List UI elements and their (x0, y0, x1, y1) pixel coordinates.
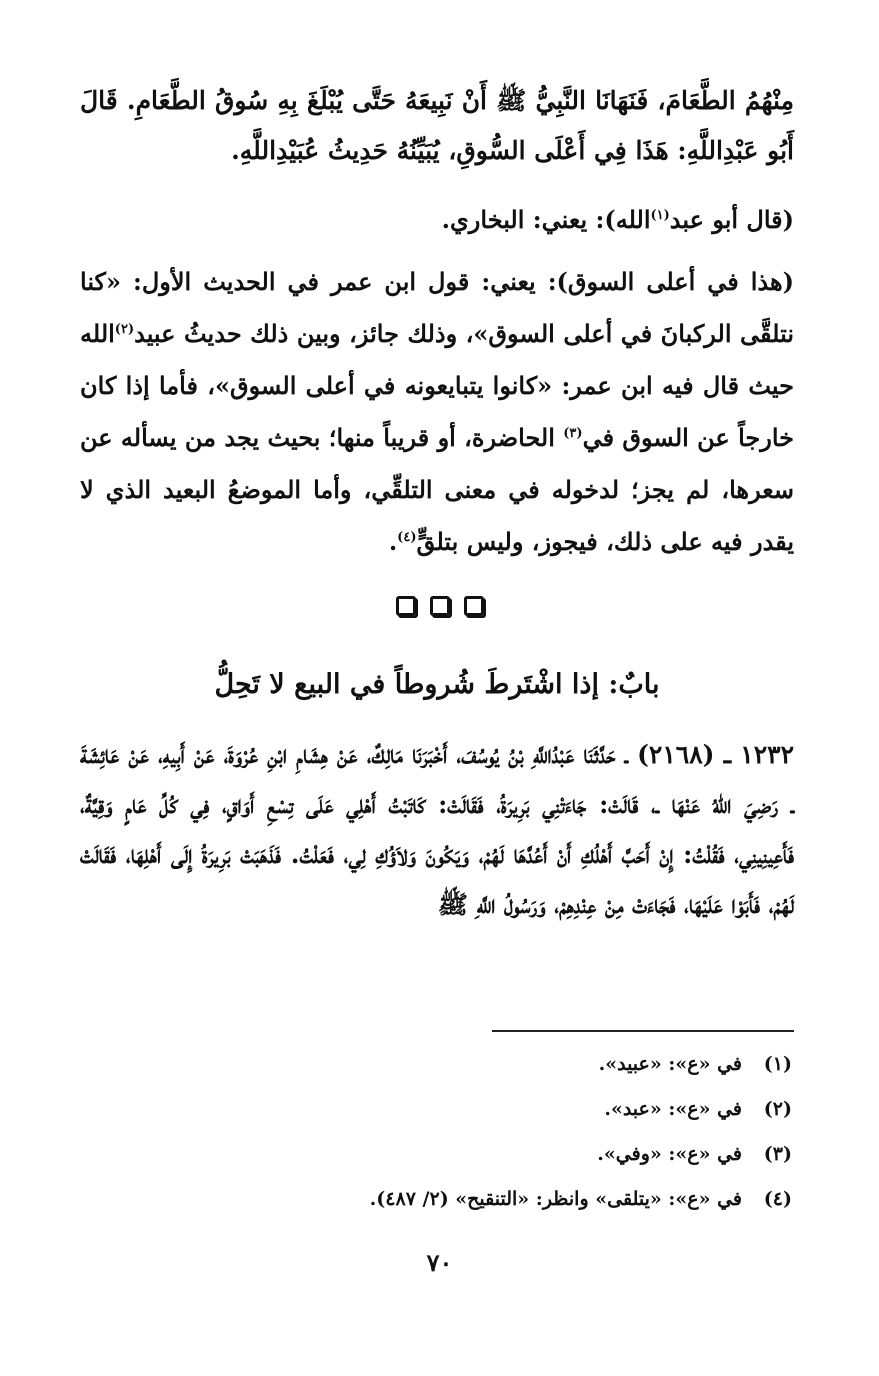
footnote-text: في «ع»: «عبيد». (598, 1053, 742, 1075)
footnote-number: (١) (763, 1053, 792, 1075)
footnote-ref-2[interactable]: (٢) (114, 322, 135, 337)
chapter-title: بابٌ: إذا اشْتَرطَ شُروطاً في البيع لا تَحِلُّ (214, 669, 660, 700)
footnote-number: (٣) (763, 1143, 792, 1165)
commentary-paragraph-1 (80, 194, 794, 246)
footnote-item (80, 1087, 792, 1132)
commentary-paragraph-2 (80, 256, 794, 568)
page-number: ٧٠ (426, 1248, 453, 1277)
commentary-text: الحاضرة، أو قريباً منها؛ بحيث يجد من يسأله عن سعرها، لم يجز؛ لدخوله في معنى التلقِّي، وأما الموضعُ البعيد الذي لا يقدر فيه على ذلك، فيجوز، وليس بتلقٍّ (79, 423, 794, 556)
footnote-item (80, 1132, 792, 1177)
commentary-text: الله حيث قال فيه ابن عمر: «كانوا يتبايعونه في أعلى السوق»، فأما إذا كان خارجاً عن السوق في (80, 319, 794, 452)
square-ornament-icon (464, 596, 484, 616)
footnote-item (80, 1177, 792, 1222)
footnote-number: (٢) (763, 1098, 792, 1120)
commentary-text: الله): يعني: البخاري. (441, 205, 651, 234)
footnote-ref-1[interactable]: (١) (650, 208, 670, 223)
footnote-ref-4[interactable]: (٤) (397, 530, 417, 545)
commentary-text: (هذا في أعلى السوق): يعني: قول ابن عمر في الحديث الأول: «كنا نتلقَّى الركبانَ في أعلى السوق»، وذلك جائز، وبين ذلك حديثُ عبيد (80, 267, 795, 348)
commentary-text: . (388, 527, 398, 556)
hadith-continuation: مِنْهُمُ الطَّعَامَ، فَنَهَانَا النَّبِيُّ ﷺ أَنْ نَبِيعَهُ حَتَّى يُبْلَغَ بِهِ سُوقُ الطَّعَامِ. قَالَ أَبُو عَبْدِاللَّهِ: هَذَا فِي أَعْلَى السُّوقِ، يُبَيِّنُهُ حَدِيثُ عُبَيْدِاللَّهِ. (80, 86, 794, 165)
commentary-text: (قال أبو عبد (669, 205, 794, 234)
square-ornament-icon (430, 596, 450, 616)
footnote-ref-3[interactable]: (٣) (563, 426, 583, 441)
footnotes-list (80, 1042, 792, 1222)
square-ornament-icon (396, 596, 416, 616)
footnote-text: في «ع»: «عبد». (604, 1098, 742, 1120)
footnote-text: في «ع»: «وفي». (597, 1143, 742, 1165)
section-separator (0, 596, 879, 616)
footnote-text: في «ع»: «يتلقى» وانظر: «التنقيح» (٢/ ٤٨٧). (369, 1188, 742, 1210)
footnote-number: (٤) (763, 1188, 792, 1210)
footnote-item (80, 1042, 792, 1087)
hadith-main: ١٢٣٢ ـ (٢١٦٨) ـ حَدَّثَنَا عَبْدُاللَّهِ بْنُ يُوسُفَ، أَخْبَرَنَا مَالِكٌ، عَنْ هِشَامِ ابْنِ عُرْوَةَ، عَنْ أَبِيهِ، عَنْ عَائِشَةَ ـ رَضِيَ اللهُ عَنْهَا ـ، قَالَتْ: جَاءَتْنِي بَرِيرَةُ، فَقَالَتْ: كَاتَبْتُ أَهْلِي عَلَى تِسْعِ أَوَاقٍ، فِي كُلِّ عَامٍ وَقِيَّةٌ، فَأَعِينِينِي، فَقُلْتُ: إِنْ أَحَبَّ أَهْلُكِ أَنْ أَعُدَّهَا لَهُمْ، وَيَكُونَ وَلاَؤُكِ لِي، فَعَلْتُ. فَذَهَبَتْ بَرِيرَةُ إِلَى أَهْلِهَا، فَقَالَتْ لَهُمْ، فَأَبَوْا عَلَيْهَا، فَجَاءَتْ مِنْ عِنْدِهِمْ، وَرَسُولُ اللَّهِ ﷺ (80, 740, 794, 919)
footnote-divider (492, 1030, 794, 1032)
